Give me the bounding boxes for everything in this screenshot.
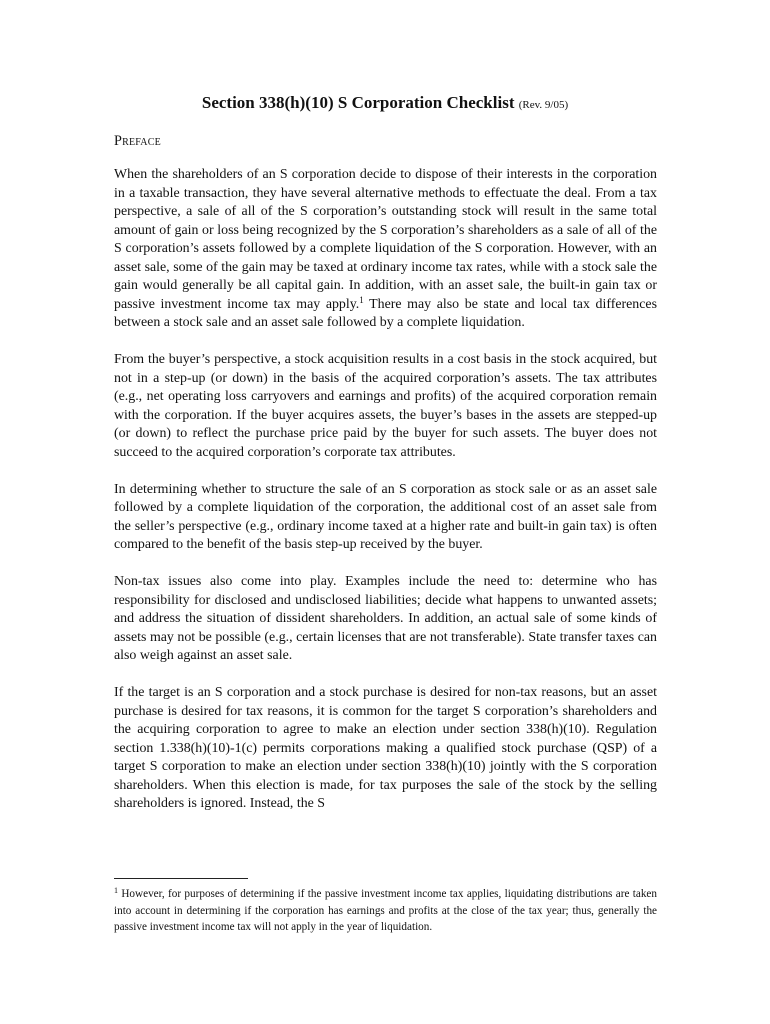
document-body xyxy=(114,166,657,832)
paragraph-1 xyxy=(114,166,657,333)
footnote xyxy=(114,886,657,936)
paragraph-3: In determining whether to structure the sale of an S corporation as stock sale or as an asset sale followed by a complete liquidation of the corporation, the additional cost of an asset sale from the seller’s perspective (e.g., ordinary income taxed at a higher rate and built-in gain tax) is often compared to the benefit of the basis step-up received by the buyer. xyxy=(114,481,657,552)
footnote-marker: 1 xyxy=(114,886,118,895)
paragraph-5: If the target is an S corporation and a stock purchase is desired for non-tax reasons, but an asset purchase is desired for tax reasons, it is common for the target S corporation’s shareholders and the acquiring corporation to agree to make an election under section 338(h)(10). Regulation section 1.338(h)(10)-1(c) permits corporations making a qualified stock purchase (QSP) of a target S corporation to make an election under section 338(h)(10) jointly with the S corporation shareholders. When this election is made, for tax purposes the sale of the stock by the selling shareholders is ignored. Instead, the S xyxy=(114,685,657,811)
revision-label: (Rev. 9/05) xyxy=(518,99,569,111)
paragraph-1-continued: There may also be state and local tax differences between a stock sale and an asset sale followed by a complete liquidation. xyxy=(114,296,657,330)
document-title xyxy=(0,92,770,116)
paragraph-4: Non-tax issues also come into play. Examples include the need to: determine who has responsibility for disclosed and undisclosed liabilities; decide what happens to unwanted assets; and address the situation of dissident shareholders. In addition, an actual sale of some kinds of assets may not be possible (e.g., certain licenses that are not transferable). State transfer taxes can also weigh against an asset sale. xyxy=(114,574,657,663)
section-heading: Preface xyxy=(114,133,161,149)
footnote-text: However, for purposes of determining if the passive investment income tax applies, liquidating distributions are taken into account in determining if the corporation has earnings and profits at the close of the tax year; thus, generally the passive investment income tax will not apply in the year of liquidation. xyxy=(114,888,657,933)
footnote-reference: 1 xyxy=(359,294,364,305)
footnote-divider xyxy=(114,878,248,879)
paragraph-1-text: When the shareholders of an S corporation decide to dispose of their interests in the corporation in a taxable transaction, they have several alternative methods to effectuate the deal. From a tax perspective, a sale of all of the S corporation’s outstanding stock will result in the same total amount of gain or loss being recognized by the S corporation’s shareholders as a sale of all of the S corporation’s assets followed by a complete liquidation of the S corporation. However, with an asset sale, some of the gain may be taxed at ordinary income tax rates, while with a stock sale the gain would generally be all capital gain. In addition, with an asset sale, the built-in gain tax or passive investment income tax may apply. xyxy=(114,167,657,312)
title-text: Section 338(h)(10) S Corporation Checklist xyxy=(201,93,515,112)
paragraph-2: From the buyer’s perspective, a stock acquisition results in a cost basis in the stock acquired, but not in a step-up (or down) in the basis of the acquired corporation’s assets. The tax attributes (e.g., net operating loss carryovers and earnings and profits) of the acquired corporation remain with the corporation. If the buyer acquires assets, the buyer’s bases in the assets are stepped-up (or down) to reflect the purchase price paid by the buyer for such assets. The buyer does not succeed to the acquired corporation’s corporate tax attributes. xyxy=(114,352,657,460)
